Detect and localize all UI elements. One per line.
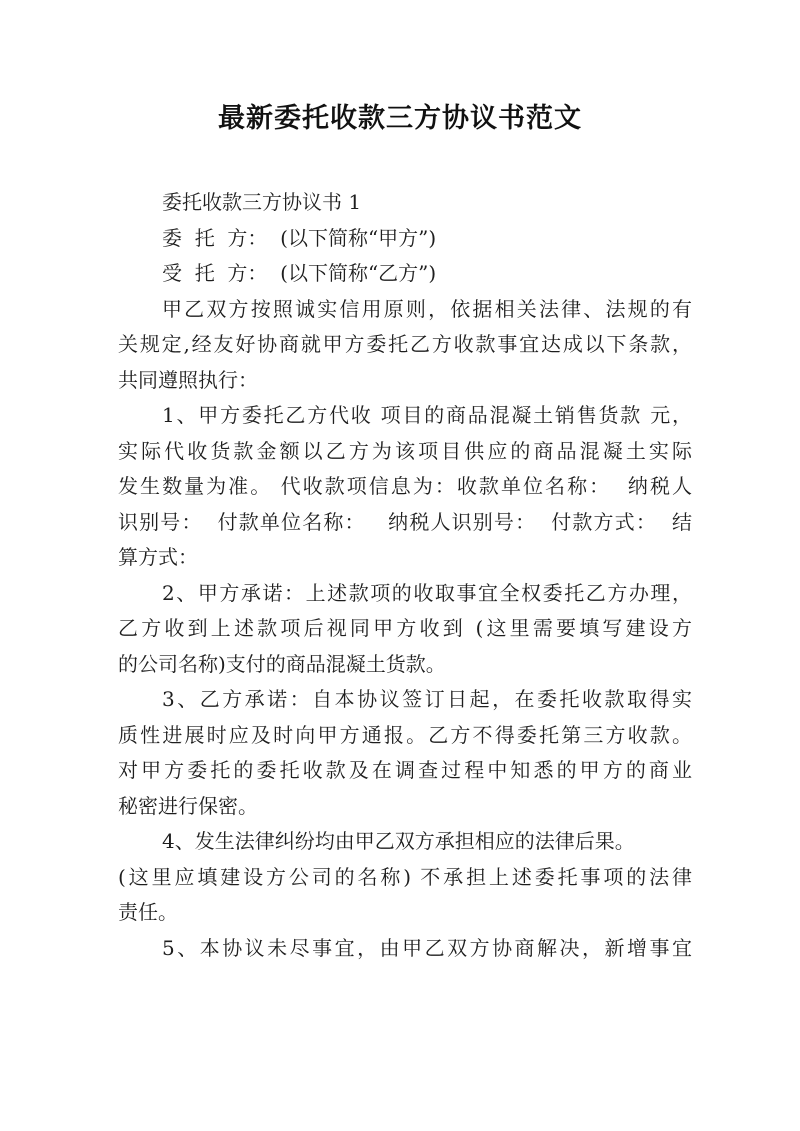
agreement-heading: 委托收款三方协议书 1 <box>162 190 362 214</box>
clause-2-line: 的公司名称)支付的商品混凝土货款。 <box>118 651 446 676</box>
intro-line: 共同遵照执行： <box>118 367 258 392</box>
clause-2-line: 2、甲方承诺：上述款项的收取事宜全权委托乙方办理， <box>162 580 692 605</box>
clause-1-line: 算方式： <box>118 545 198 569</box>
clause-4-line: 责任。 <box>118 900 178 924</box>
clause-1-line: 发生数量为准。 代收款项信息为：收款单位名称： 纳税人 <box>118 474 692 498</box>
intro-line: 甲乙双方按照诚实信用原则，依据相关法律、法规的有 <box>162 296 692 321</box>
clause-1-line: 识别号： 付款单位名称： 纳税人识别号： 付款方式： 结 <box>118 509 692 534</box>
clause-3-line: 3、乙方承诺：自本协议签订日起，在委托收款取得实 <box>162 687 692 711</box>
clause-5-line: 5、本协议未尽事宜，由甲乙双方协商解决，新增事宜 <box>162 935 692 960</box>
clause-1-line: 实际代收货款金额以乙方为该项目供应的商品混凝土实际 <box>118 438 692 463</box>
clause-3-line: 质性进展时应及时向甲方通报。乙方不得委托第三方收款。 <box>118 722 692 747</box>
clause-4-line: (这里应填建设方公司的名称) 不承担上述委托事项的法律 <box>118 864 692 889</box>
clause-3-line: 对甲方委托的委托收款及在调查过程中知悉的甲方的商业 <box>118 758 692 782</box>
clause-2-line: 乙方收到上述款项后视同甲方收到 (这里需要填写建设方 <box>118 616 692 640</box>
clause-1-line: 1、甲方委托乙方代收 项目的商品混凝土销售货款 元， <box>162 403 692 427</box>
clause-3-line: 秘密进行保密。 <box>118 793 258 818</box>
party-principal: 委 托 方： (以下简称“甲方”) <box>162 225 437 250</box>
clause-4-line: 4、发生法律纠纷均由甲乙双方承担相应的法律后果。 <box>162 829 635 853</box>
intro-line: 关规定,经友好协商就甲方委托乙方收款事宜达成以下条款， <box>118 332 692 356</box>
document-title: 最新委托收款三方协议书范文 <box>218 103 582 134</box>
party-agent: 受 托 方： (以下简称“乙方”) <box>162 261 437 285</box>
document-body <box>118 185 692 966</box>
